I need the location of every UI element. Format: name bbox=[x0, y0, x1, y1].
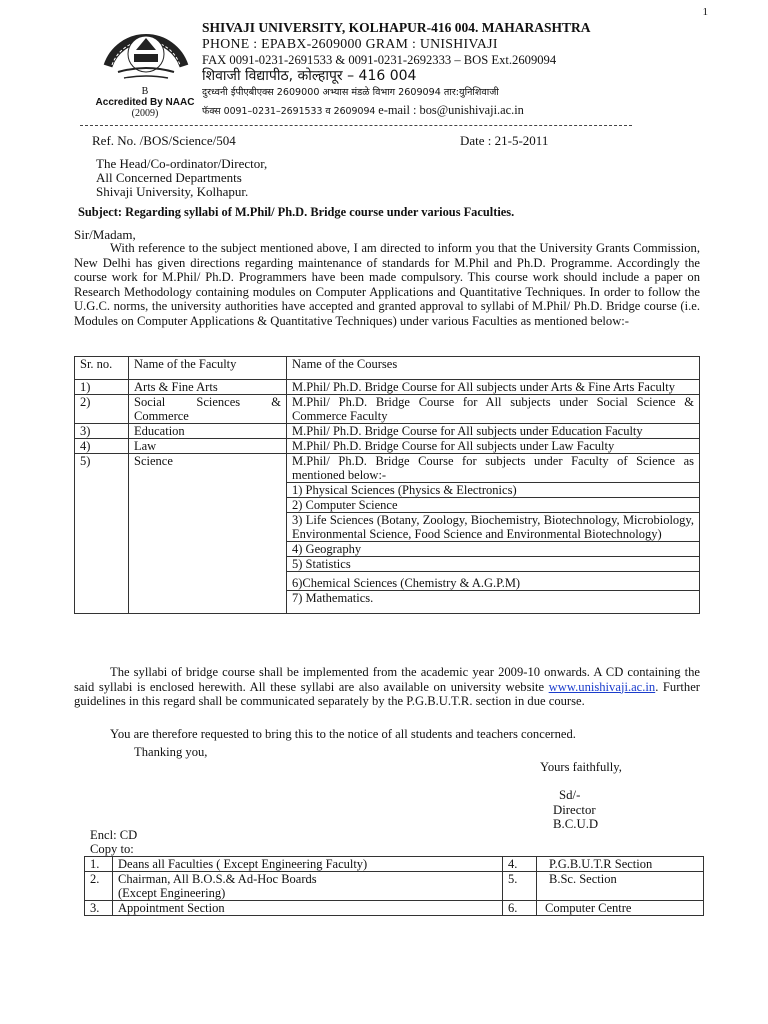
salutation: Sir/Madam, bbox=[74, 227, 136, 242]
copy-to-table bbox=[84, 856, 704, 916]
copy-recipient bbox=[113, 872, 503, 901]
table-row bbox=[75, 424, 700, 439]
science-item: 7) Mathematics. bbox=[287, 591, 700, 614]
science-item: 1) Physical Sciences (Physics & Electronics) bbox=[287, 483, 700, 498]
email: e-mail : bos@unishivaji.ac.in bbox=[378, 103, 524, 117]
science-item: 3) Life Sciences (Botany, Zoology, Biochemistry, Biotechnology, Microbiology, Environmental Science, Food Science and Environmental Biotechnology) bbox=[287, 513, 700, 542]
logo-grade: B bbox=[141, 86, 149, 97]
fax-email-line bbox=[202, 102, 591, 120]
row-sr: 3) bbox=[75, 424, 129, 439]
website-link[interactable]: www.unishivaji.ac.in bbox=[548, 679, 656, 694]
header-faculty: Name of the Faculty bbox=[129, 357, 287, 380]
body-paragraph-1 bbox=[74, 241, 700, 328]
science-item: 6)Chemical Sciences (Chemistry & A.G.P.M) bbox=[287, 572, 700, 591]
addressee-block bbox=[96, 157, 267, 199]
signatory-designation: Director bbox=[553, 802, 596, 817]
accreditation-year: (2009) bbox=[131, 108, 159, 119]
marathi-fax: फॅक्स 0091–0231–2691533 व 2609094 bbox=[202, 106, 376, 117]
faculty-table bbox=[74, 356, 700, 614]
logo-caption bbox=[80, 86, 210, 119]
row-course: M.Phil/ Ph.D. Bridge Course for subjects under Faculty of Science as mentioned below:- bbox=[287, 454, 700, 483]
row-faculty: Science bbox=[129, 454, 287, 614]
letterhead bbox=[202, 20, 591, 120]
row-course: M.Phil/ Ph.D. Bridge Course for All subjects under Social Science & Commerce Faculty bbox=[287, 395, 700, 424]
copy-num: 4. bbox=[503, 857, 537, 872]
copy-num: 2. bbox=[85, 872, 113, 901]
closing-thanks: Thanking you, bbox=[134, 745, 208, 759]
copy-recipient-line-1: Chairman, All B.O.S.& Ad-Hoc Boards bbox=[118, 872, 317, 886]
copy-recipient: Deans all Faculties ( Except Engineering Faculty) bbox=[113, 857, 503, 872]
table-row bbox=[75, 395, 700, 424]
header-divider bbox=[80, 125, 632, 126]
row-faculty: Social Sciences & Commerce bbox=[129, 395, 287, 424]
header-sr: Sr. no. bbox=[75, 357, 129, 380]
phone-line: PHONE : EPABX-2609000 GRAM : UNISHIVAJI bbox=[202, 36, 498, 51]
para3-text: You are therefore requested to bring this to the notice of all students and teachers concerned. bbox=[110, 727, 576, 741]
signature-block bbox=[553, 788, 599, 832]
table-row bbox=[85, 857, 704, 872]
row-faculty: Education bbox=[129, 424, 287, 439]
accreditation-text: Accredited By NAAC bbox=[95, 97, 195, 108]
copy-recipient-line-2: (Except Engineering) bbox=[118, 886, 226, 900]
letter-date: Date : 21-5-2011 bbox=[460, 133, 549, 148]
row-sr: 5) bbox=[75, 454, 129, 614]
row-sr: 1) bbox=[75, 380, 129, 395]
row-sr: 4) bbox=[75, 439, 129, 454]
row-course: M.Phil/ Ph.D. Bridge Course for All subjects under Education Faculty bbox=[287, 424, 700, 439]
reference-number: Ref. No. /BOS/Science/504 bbox=[92, 133, 236, 148]
page-number: 1 bbox=[702, 6, 708, 18]
fax-line: FAX 0091-0231-2691533 & 0091-0231-2692333 – BOS Ext.2609094 bbox=[202, 53, 557, 67]
science-item: 4) Geography bbox=[287, 542, 700, 557]
table-row bbox=[85, 901, 704, 916]
enclosure-block bbox=[90, 828, 137, 856]
marathi-phone: दुरध्वनी ईपीएबीएक्स 2609000 अभ्यास मंडळे विभाग 2609094 तार:युनिशिवाजी bbox=[202, 87, 499, 98]
row-faculty: Law bbox=[129, 439, 287, 454]
table-header-row bbox=[75, 357, 700, 380]
copy-to-label: Copy to: bbox=[90, 842, 134, 856]
para2-text-a: The syllabi of bridge course shall be implemented from the academic year 2009-10 onwards. A CD containing the said syllabi is enclosed herewith. All these syllabi are also available on university website bbox=[74, 665, 700, 694]
enclosure: Encl: CD bbox=[90, 828, 138, 842]
copy-num: 3. bbox=[85, 901, 113, 916]
row-faculty: Arts & Fine Arts bbox=[129, 380, 287, 395]
addressee-line-2: All Concerned Departments bbox=[96, 170, 242, 185]
para1-text: With reference to the subject mentioned above, I am directed to inform you that the University Grants Commission, New Delhi has given directions regarding maintenance of standards for M.Phil and Ph.D. Programme. Accordingly the course work for M.Phil/ Ph.D. Programmers have been made compulsory. This course work should include a paper on Research Methodology containing modules on Computer Applications and Quantitative Techniques. In order to follow the U.G.C. norms, the university authorities have accepted and granted approval to syllabi of M.Phil/ Ph.D. Bridge course (i.e. Modules on Computer Applications & Quantitative Techniques) under various Faculties as mentioned below:- bbox=[74, 241, 700, 328]
copy-recipient: P.G.B.U.T.R Section bbox=[537, 857, 704, 872]
copy-recipient: Appointment Section bbox=[113, 901, 503, 916]
copy-recipient: Computer Centre bbox=[537, 901, 704, 916]
copy-num: 6. bbox=[503, 901, 537, 916]
row-sr: 2) bbox=[75, 395, 129, 424]
row-course: M.Phil/ Ph.D. Bridge Course for All subjects under Arts & Fine Arts Faculty bbox=[287, 380, 700, 395]
body-paragraph-3 bbox=[74, 727, 700, 742]
marathi-name: शिवाजी विद्यापीठ, कोल्हापूर – 416 004 bbox=[202, 68, 417, 84]
header-courses: Name of the Courses bbox=[287, 357, 700, 380]
science-item: 5) Statistics bbox=[287, 557, 700, 572]
row-course: M.Phil/ Ph.D. Bridge Course for All subjects under Law Faculty bbox=[287, 439, 700, 454]
table-row bbox=[75, 454, 700, 483]
copy-num: 1. bbox=[85, 857, 113, 872]
copy-num: 5. bbox=[503, 872, 537, 901]
addressee-line-1: The Head/Co-ordinator/Director, bbox=[96, 156, 268, 171]
copy-recipient: B.Sc. Section bbox=[537, 872, 704, 901]
table-row bbox=[85, 872, 704, 901]
science-item: 2) Computer Science bbox=[287, 498, 700, 513]
table-row bbox=[75, 380, 700, 395]
signed-mark: Sd/- bbox=[559, 788, 581, 802]
para2-text-b: . Further guidelines in this regard shall be communicated separately by the P.G.B.U.T.R. section in due course. bbox=[74, 679, 700, 708]
signatory-department: B.C.U.D bbox=[553, 817, 599, 831]
table-row bbox=[75, 439, 700, 454]
university-logo bbox=[98, 16, 194, 82]
body-paragraph-2 bbox=[74, 665, 700, 709]
subject-line: Subject: Regarding syllabi of M.Phil/ Ph.D. Bridge course under various Faculties. bbox=[78, 205, 515, 219]
university-name: SHIVAJI UNIVERSITY, KOLHAPUR-416 004. MAHARASHTRA bbox=[202, 20, 591, 35]
yours-faithfully: Yours faithfully, bbox=[540, 760, 622, 774]
addressee-line-3: Shivaji University, Kolhapur. bbox=[96, 184, 249, 199]
